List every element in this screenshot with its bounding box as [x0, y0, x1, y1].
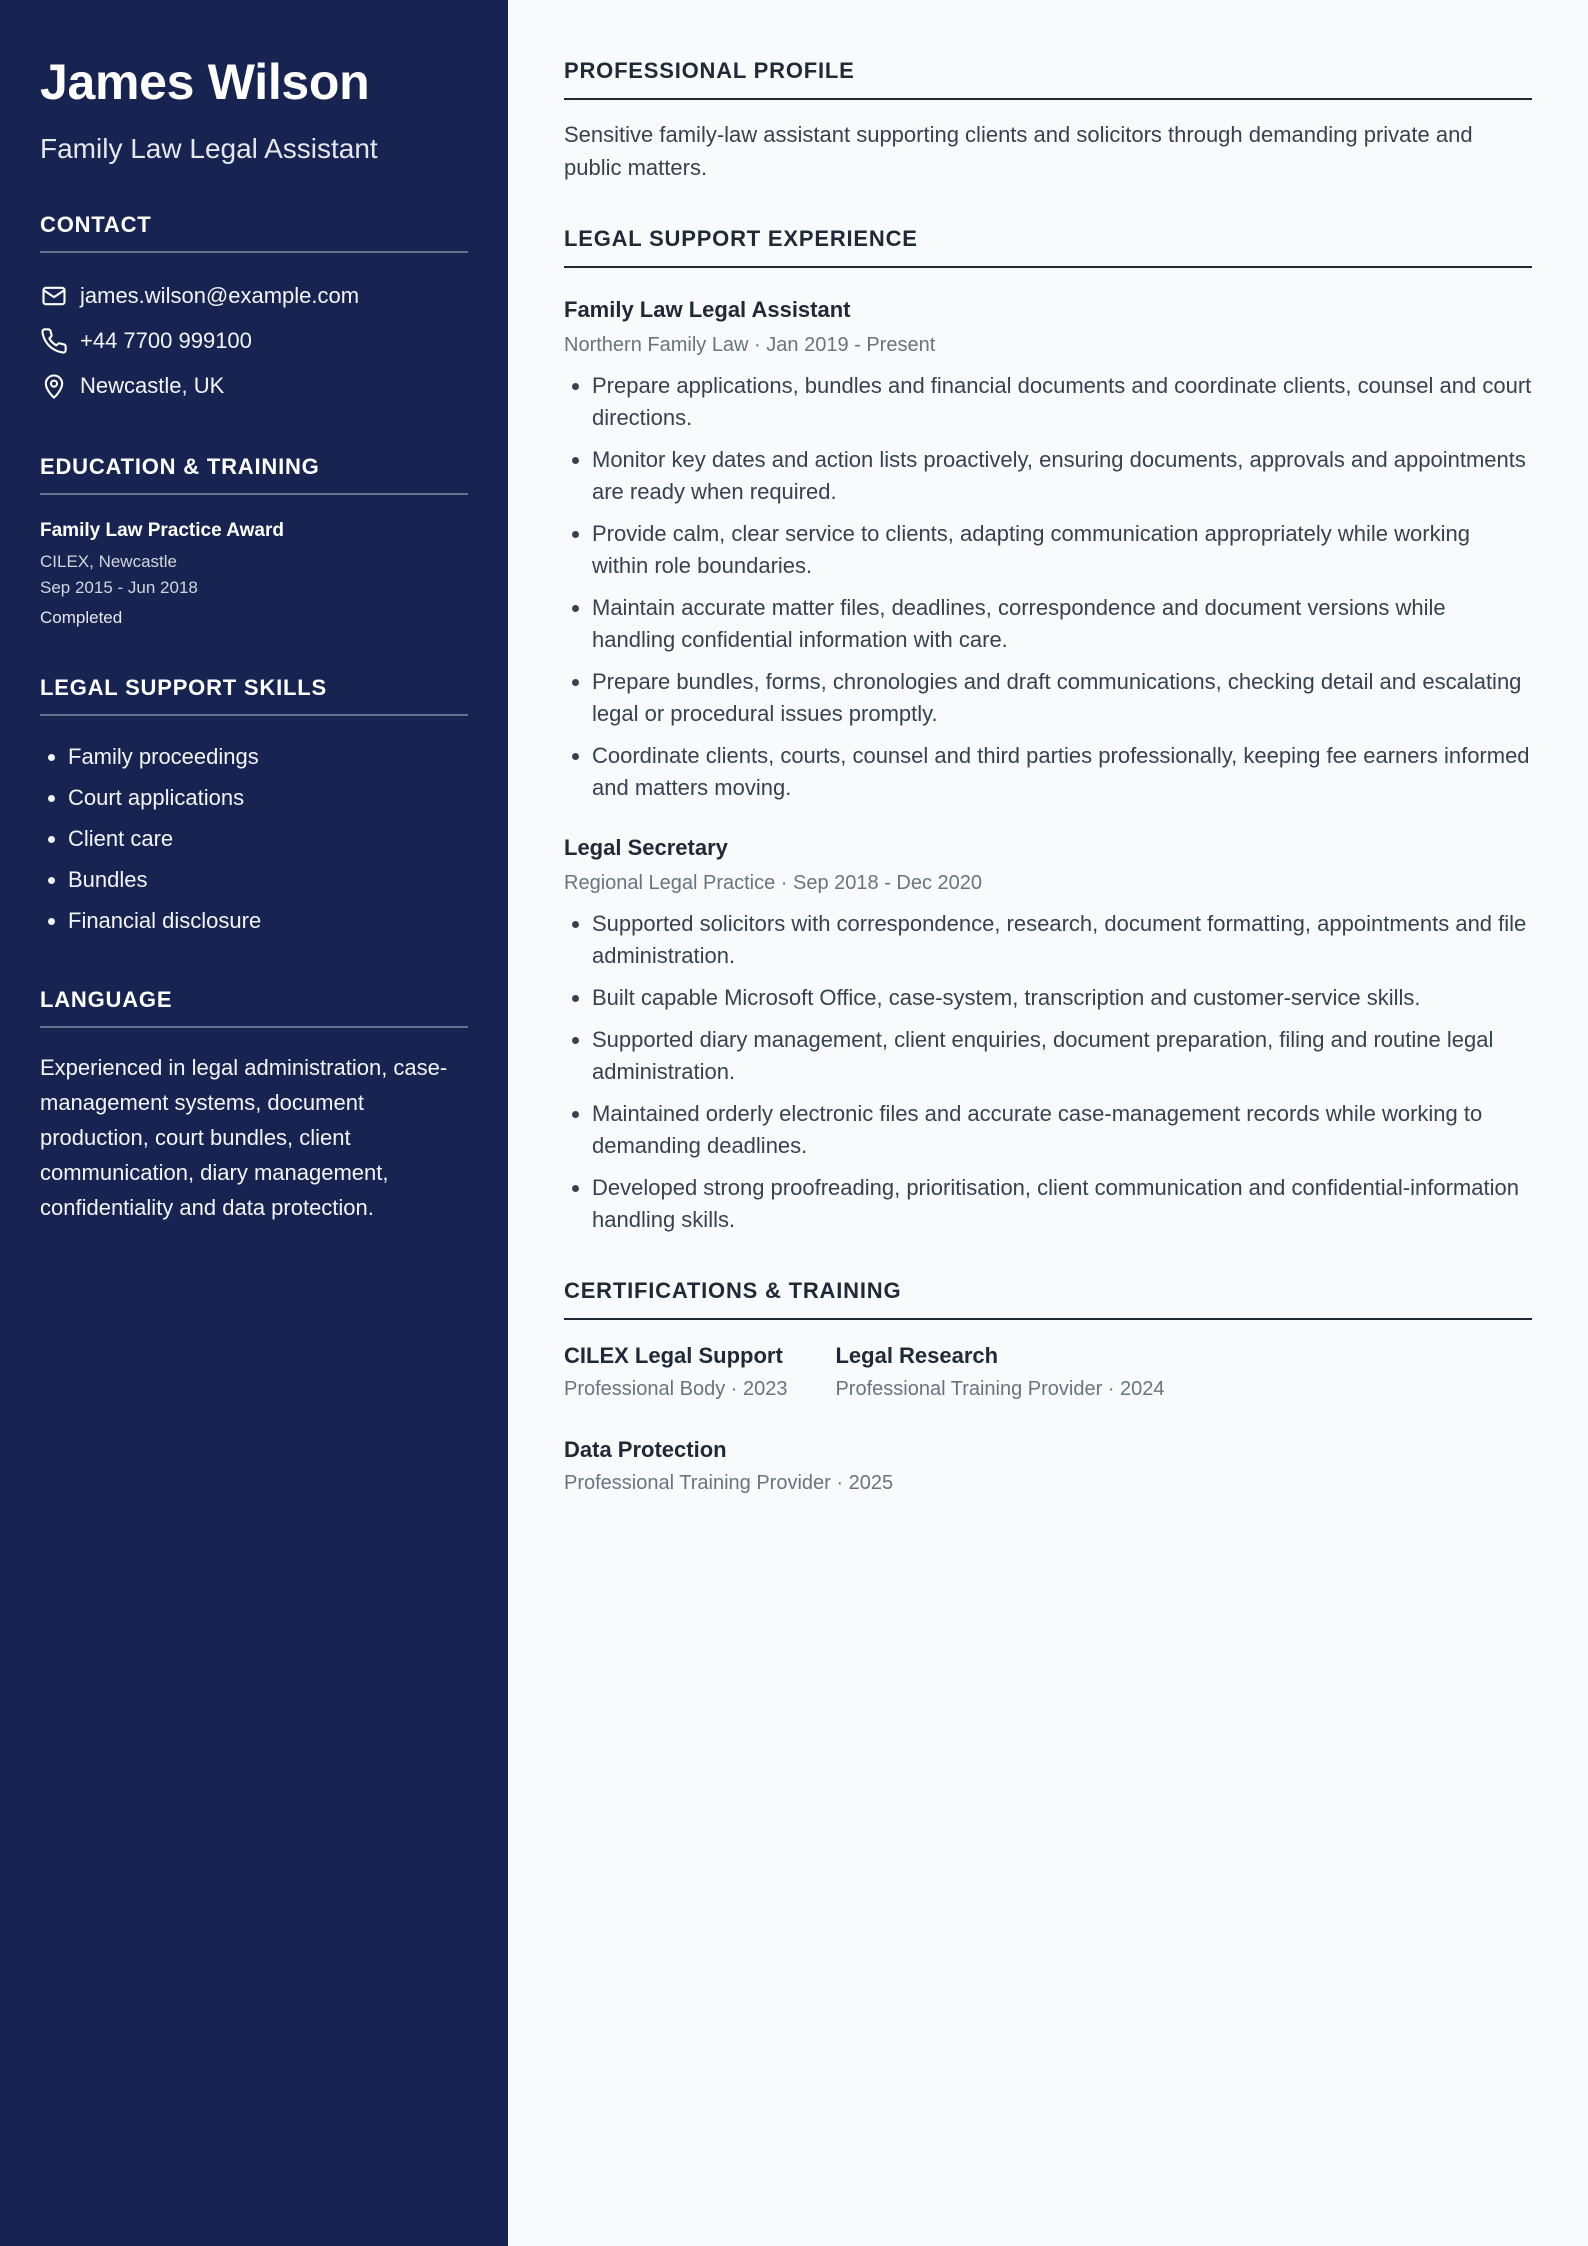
sidebar — [0, 0, 508, 2246]
certification-name: Data Protection — [564, 1437, 727, 1462]
skills-list — [40, 736, 468, 941]
job-bullet: • Supported diary management, client enquiries, document preparation, filing and routine legal administration. — [592, 1024, 1532, 1088]
education-section — [40, 454, 468, 629]
job-bullet: • Supported solicitors with correspondence, research, document formatting, appointments and file administration. — [592, 908, 1532, 972]
contact-email-text: james.wilson@example.com — [80, 282, 360, 308]
skill-item: • Client care — [68, 818, 468, 859]
job-bullet: • Coordinate clients, courts, counsel and third parties professionally, keeping fee earners informed and matters moving. — [592, 740, 1532, 804]
education-school: CILEX, Newcastle — [40, 552, 177, 571]
job-bullets — [564, 908, 1532, 1236]
certification-meta: Professional Training Provider · 2024 — [835, 1378, 1165, 1400]
contact-phone[interactable] — [40, 318, 468, 363]
job-meta: Northern Family Law · Jan 2019 - Present — [564, 334, 936, 356]
location-pin-icon — [40, 372, 68, 400]
profile-heading: PROFESSIONAL PROFILE — [564, 58, 1532, 100]
job-role: Family Law Legal Assistant — [564, 297, 851, 322]
job-bullet: • Prepare applications, bundles and financial documents and coordinate clients, counsel and court directions. — [592, 370, 1532, 434]
skill-item: • Family proceedings — [68, 736, 468, 777]
skill-item: • Financial disclosure — [68, 900, 468, 941]
education-degree: Family Law Practice Award — [40, 520, 284, 541]
job-bullet: • Maintained orderly electronic files and accurate case-management records while working to demanding deadlines. — [592, 1098, 1532, 1162]
certifications-heading: CERTIFICATIONS & TRAINING — [564, 1278, 1532, 1320]
certification-name: Legal Research — [835, 1343, 999, 1368]
job-bullet: • Developed strong proofreading, prioritisation, client communication and confidential-information handling skills. — [592, 1172, 1532, 1236]
job-bullet: • Monitor key dates and action lists proactively, ensuring documents, approvals and appointments are ready when required. — [592, 444, 1532, 508]
education-heading: EDUCATION & TRAINING — [40, 454, 468, 495]
certification-item — [564, 1436, 1484, 1496]
certification-name: CILEX Legal Support — [564, 1343, 783, 1368]
skills-heading: LEGAL SUPPORT SKILLS — [40, 675, 468, 716]
profile-section — [564, 58, 1532, 184]
job-entry — [564, 296, 1532, 804]
skills-section — [40, 675, 468, 941]
certification-meta: Professional Training Provider · 2025 — [564, 1472, 894, 1494]
skill-item: • Court applications — [68, 777, 468, 818]
language-section — [40, 987, 468, 1225]
contact-location-text: Newcastle, UK — [80, 372, 225, 398]
profile-summary: Sensitive family-law assistant supporting clients and solicitors through demanding private and public matters. — [564, 122, 1473, 180]
contact-phone-text: +44 7700 999100 — [80, 327, 252, 353]
certification-meta: Professional Body · 2023 — [564, 1378, 788, 1400]
education-dates: Sep 2015 - Jun 2018 — [40, 578, 198, 597]
candidate-name: James Wilson — [40, 54, 370, 110]
certifications-section — [564, 1278, 1532, 1530]
main-content — [564, 0, 1532, 1530]
contact-location — [40, 363, 468, 408]
phone-icon — [40, 327, 68, 355]
experience-section — [564, 226, 1532, 1236]
contact-list — [40, 273, 468, 408]
mail-icon — [40, 282, 68, 310]
language-text: Experienced in legal administration, case-management systems, document production, court bundles, client communication, diary management, confidentiality and data protection. — [40, 1055, 448, 1220]
job-bullet: • Provide calm, clear service to clients, adapting communication appropriately while working within role boundaries. — [592, 518, 1532, 582]
certification-item — [564, 1342, 787, 1402]
candidate-title: Family Law Legal Assistant — [40, 133, 378, 164]
job-meta: Regional Legal Practice · Sep 2018 - Dec 2020 — [564, 872, 983, 894]
job-bullet: • Prepare bundles, forms, chronologies and draft communications, checking detail and escalating legal or procedural issues promptly. — [592, 666, 1532, 730]
contact-section — [40, 212, 468, 408]
contact-email[interactable] — [40, 273, 468, 318]
language-heading: LANGUAGE — [40, 987, 468, 1028]
certifications-list — [564, 1342, 1532, 1530]
skill-item: • Bundles — [68, 859, 468, 900]
education-status: Completed — [40, 608, 123, 627]
job-role: Legal Secretary — [564, 835, 728, 860]
job-bullets — [564, 370, 1532, 804]
job-bullet: • Built capable Microsoft Office, case-system, transcription and customer-service skills. — [592, 982, 1532, 1014]
certification-item — [835, 1342, 1164, 1402]
contact-heading: CONTACT — [40, 212, 468, 253]
job-bullet: • Maintain accurate matter files, deadlines, correspondence and document versions while handling confidential information with care. — [592, 592, 1532, 656]
experience-heading: LEGAL SUPPORT EXPERIENCE — [564, 226, 1532, 268]
job-entry — [564, 834, 1532, 1236]
